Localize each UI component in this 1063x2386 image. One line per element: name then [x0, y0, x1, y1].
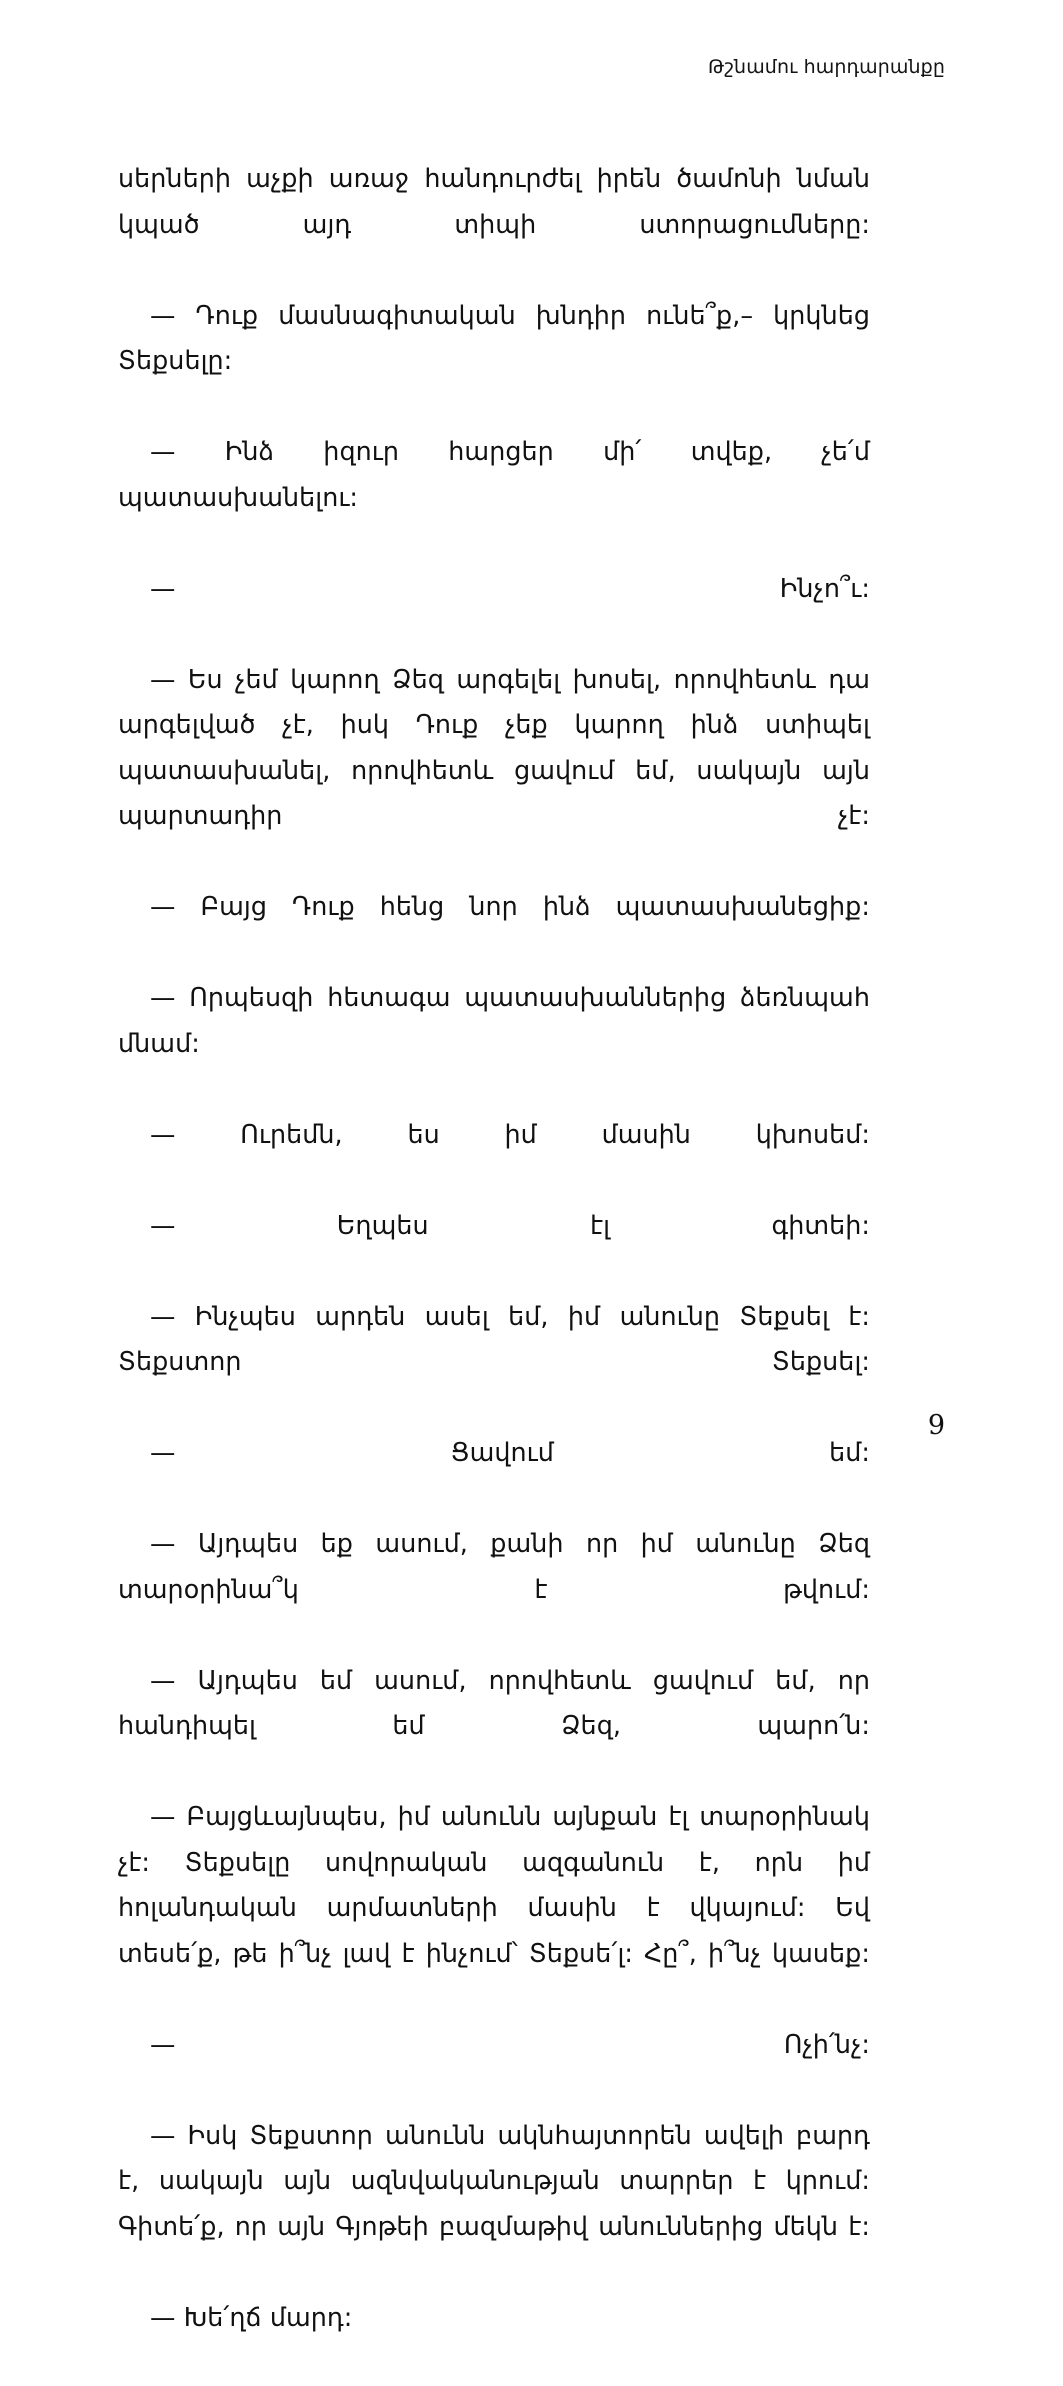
dialogue-line: — Այդպես եք ասում, քանի որ իմ անունը Ձեզ տարօրինա՞կ է թվում:	[118, 1528, 870, 1604]
dialogue-line: — Իսկ Տեքստոր անունն ակնհայտորեն ավելի բարդ է, սակայն այն ազնվականության տարրեր է կրում: Գիտե՛ք, որ այն Գյոթեի բազմաթիվ անուններից մեկն է:	[118, 2119, 870, 2241]
dialogue-line: — Այդպես եմ ասում, որովհետև ցավում եմ, որ հանդիպել եմ Ձեզ, պարո՛ն:	[118, 1664, 870, 1740]
dialogue-line: — Ուրեմն, ես իմ մասին կխոսեմ:	[150, 1118, 870, 1149]
dialogue-line: — Ոչի՛նչ:	[150, 2028, 870, 2059]
dialogue-line: — Ինձ իզուր հարցեր մի՛ տվեք, չե՛մ պատասխանելու:	[118, 436, 870, 512]
body-text-block	[118, 156, 870, 2386]
dialogue-line: — Խե՛ղճ մարդ:	[150, 2301, 353, 2332]
dialogue-line: — Ցավում եմ:	[150, 1437, 870, 1467]
dialogue-line: — Ինչո՞ւ:	[150, 572, 870, 603]
dialogue-line: — Որպեսզի հետագա պատասխաններից ձեռնպահ մնամ:	[118, 982, 870, 1058]
dialogue-line: — Ես չեմ կարող Ձեզ արգելել խոսել, որովհետև դա արգելված չէ, իսկ Դուք չեք կարող ինձ ստիպել պատասխանել, որովհետև ցավում եմ, սակայն այն պարտադիր չէ:	[118, 663, 870, 830]
running-header: Թշնամու հարդարանքը	[708, 56, 945, 78]
dialogue-line: — Եղպես էլ գիտեի:	[150, 1209, 870, 1240]
dialogue-line: — Ինչպես արդեն ասել եմ, իմ անունը Տեքսել է: Տեքստոր Տեքսել:	[118, 1300, 870, 1376]
dialogue-line: — Դուք մասնագիտական խնդիր ունե՞ք,– կրկնեց Տեքսելը:	[118, 299, 870, 375]
paragraph: սերների աչքի առաջ հանդուրժել իրեն ծամոնի նման կպած այդ տիպի ստորացումները:	[118, 163, 870, 239]
page-number: 9	[927, 1410, 945, 1441]
dialogue-line: — Բայցևայնպես, իմ անունն այնքան էլ տարօրինակ չէ: Տեքսելը սովորական ազգանուն է, որն իմ հոլանդական արմատների մասին է վկայում: Եվ տեսե՛ք, թե ի՞նչ լավ է ինչում՝ Տեքսե՛լ: Հը՞, ի՞նչ կասեք:	[118, 1801, 870, 1968]
dialogue-line: — Բայց Դուք հենց նոր ինձ պատասխանեցիք:	[150, 891, 870, 921]
